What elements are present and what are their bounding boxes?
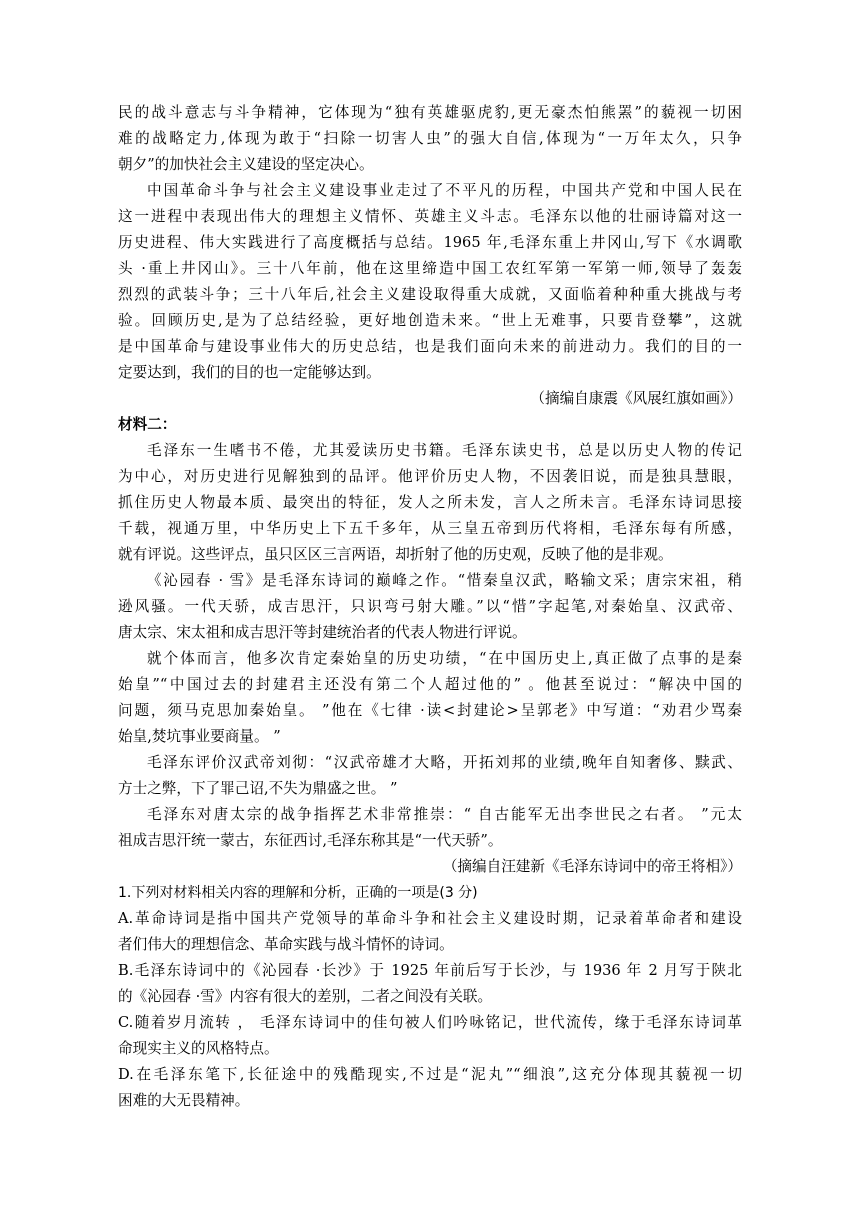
document-page [118, 100, 742, 1114]
text-line: 民的战斗意志与斗争精神，它体现为“独有英雄驱虎豹,更无豪杰怕熊罴”的藐视一切困 [118, 104, 742, 121]
text-line: 毛泽东一生嗜书不倦，尤其爱读历史书籍。毛泽东读史书，总是以历史人物的传记 [147, 442, 742, 459]
text-line: 这一进程中表现出伟大的理想主义情怀、英雄主义斗志。毛泽东以他的壮丽诗篇对这一 [118, 208, 742, 225]
text-line: C.随着岁月流转 ， 毛泽东诗词中的佳句被人们吟咏铭记，世代流传，缘于毛泽东诗词革 [118, 1014, 742, 1031]
material2-paragraph-5 [118, 802, 742, 854]
text-line: 就个体而言，他多次肯定秦始皇的历史功绩，“在中国历史上,真正做了点事的是秦 [147, 650, 742, 667]
text-line: 的《沁园春 ·雪》内容有很大的差别，二者之间没有关联。 [118, 988, 493, 1005]
text-line: B.毛泽东诗词中的《沁园春 ·长沙》于 1925 年前后写于长沙，与 1936 年 2 月写于陕北 [118, 962, 742, 979]
text-line: 是中国革命与建设事业伟大的历史总结，也是我们面向未来的前进动力。我们的目的一 [118, 338, 742, 355]
option-b [118, 958, 742, 1010]
text-line: 头 ·重上井冈山》。三十八年前，他在这里缔造中国工农红军第一军第一师,领导了轰轰 [118, 260, 742, 277]
text-line: 定要达到，我们的目的也一定能够达到。 [118, 364, 381, 381]
material2-paragraph-4 [118, 750, 742, 802]
text-line: 就有评说。这些评点，虽只区区三言两语，却折射了他的历史观，反映了他的是非观。 [118, 546, 673, 563]
passage1-paragraph-2 [118, 178, 742, 386]
material2-heading: 材料二： [118, 416, 177, 433]
text-line: 验。回顾历史,是为了总结经验，更好地创造未来。“世上无难事，只要肯登攀”，这就 [118, 312, 742, 329]
text-line: D.在毛泽东笔下,长征途中的残酷现实,不过是“泥丸”“细浪”,这充分体现其藐视一切 [118, 1066, 742, 1083]
text-line: 唐太宗、宋太祖和成吉思汗等封建统治者的代表人物进行评说。 [118, 624, 527, 641]
text-line: 困难的大无畏精神。 [118, 1092, 250, 1109]
text-line: 祖成吉思汗统一蒙古，东征西讨,毛泽东称其是“一代天骄”。 [118, 832, 503, 849]
passage1-tail-paragraph [118, 100, 742, 178]
text-line: 毛泽东对唐太宗的战争指挥艺术非常推崇：“ 自古能军无出李世民之右者。 ”元太 [147, 806, 742, 823]
option-d [118, 1062, 742, 1114]
text-line: 《沁园春 · 雪》是毛泽东诗词的巅峰之作。“惜秦皇汉武，略输文采；唐宗宋祖，稍 [147, 572, 742, 589]
material2-paragraph-3 [118, 646, 742, 750]
text-line: 始皇,焚坑事业要商量。 ” [118, 728, 281, 745]
question-stem: 1.下列对材料相关内容的理解和分析，正确的一项是(3 分) [118, 885, 478, 901]
text-line: 问题，须马克思加秦始皇。 ”他在《七律 ·读<封建论>呈郭老》中写道：“劝君少骂秦 [118, 702, 742, 719]
text-line: 难的战略定力,体现为敢于“扫除一切害人虫”的强大自信,体现为“一万年太久，只争 [118, 130, 742, 147]
text-line: 始皇”“中国过去的封建君主还没有第二个人超过他的” 。他甚至说过：“解决中国的 [118, 676, 742, 693]
text-line: 者们伟大的理想信念、革命实践与战斗情怀的诗词。 [118, 936, 454, 953]
question-1 [118, 880, 742, 1114]
material2-paragraph-2 [118, 568, 742, 646]
text-line: 逊风骚。一代天骄，成吉思汗，只识弯弓射大雕。”以“惜”字起笔,对秦始皇、汉武帝、 [118, 598, 742, 615]
text-line: 朝夕”的加快社会主义建设的坚定决心。 [118, 156, 374, 173]
text-line: 毛泽东评价汉武帝刘彻：“汉武帝雄才大略，开拓刘邦的业绩,晚年自知奢侈、黩武、 [147, 754, 742, 771]
text-line: A.革命诗词是指中国共产党领导的革命斗争和社会主义建设时期，记录着革命者和建设 [118, 910, 742, 927]
option-c [118, 1010, 742, 1062]
option-a [118, 906, 742, 958]
text-line: 烈烈的武装斗争；三十八年后,社会主义建设取得重大成就，又面临着种种重大挑战与考 [118, 286, 742, 303]
text-line: 方士之弊，下了罪己诏,不失为鼎盛之世。 ” [118, 780, 398, 797]
material2-paragraph-1 [118, 438, 742, 568]
text-line: 抓住历史人物最本质、最突出的特征，发人之所未发，言人之所未言。毛泽东诗词思接 [118, 494, 742, 511]
text-line: 历史进程、伟大实践进行了高度概括与总结。1965 年,毛泽东重上井冈山,写下《水调歌 [118, 234, 742, 251]
source-citation-2: （摘编自汪建新《毛泽东诗词中的帝王将相》） [442, 858, 742, 875]
text-line: 命现实主义的风格特点。 [118, 1040, 279, 1057]
source-citation-1: （摘编自康震《风展红旗如画》） [530, 390, 742, 407]
text-line: 千载，视通万里，中华历史上下五千多年，从三皇五帝到历代将相，毛泽东每有所感， [118, 520, 742, 537]
text-line: 为中心，对历史进行见解独到的品评。他评价历史人物，不因袭旧说，而是独具慧眼， [118, 468, 742, 485]
text-line: 中国革命斗争与社会主义建设事业走过了不平凡的历程，中国共产党和中国人民在 [147, 182, 742, 199]
